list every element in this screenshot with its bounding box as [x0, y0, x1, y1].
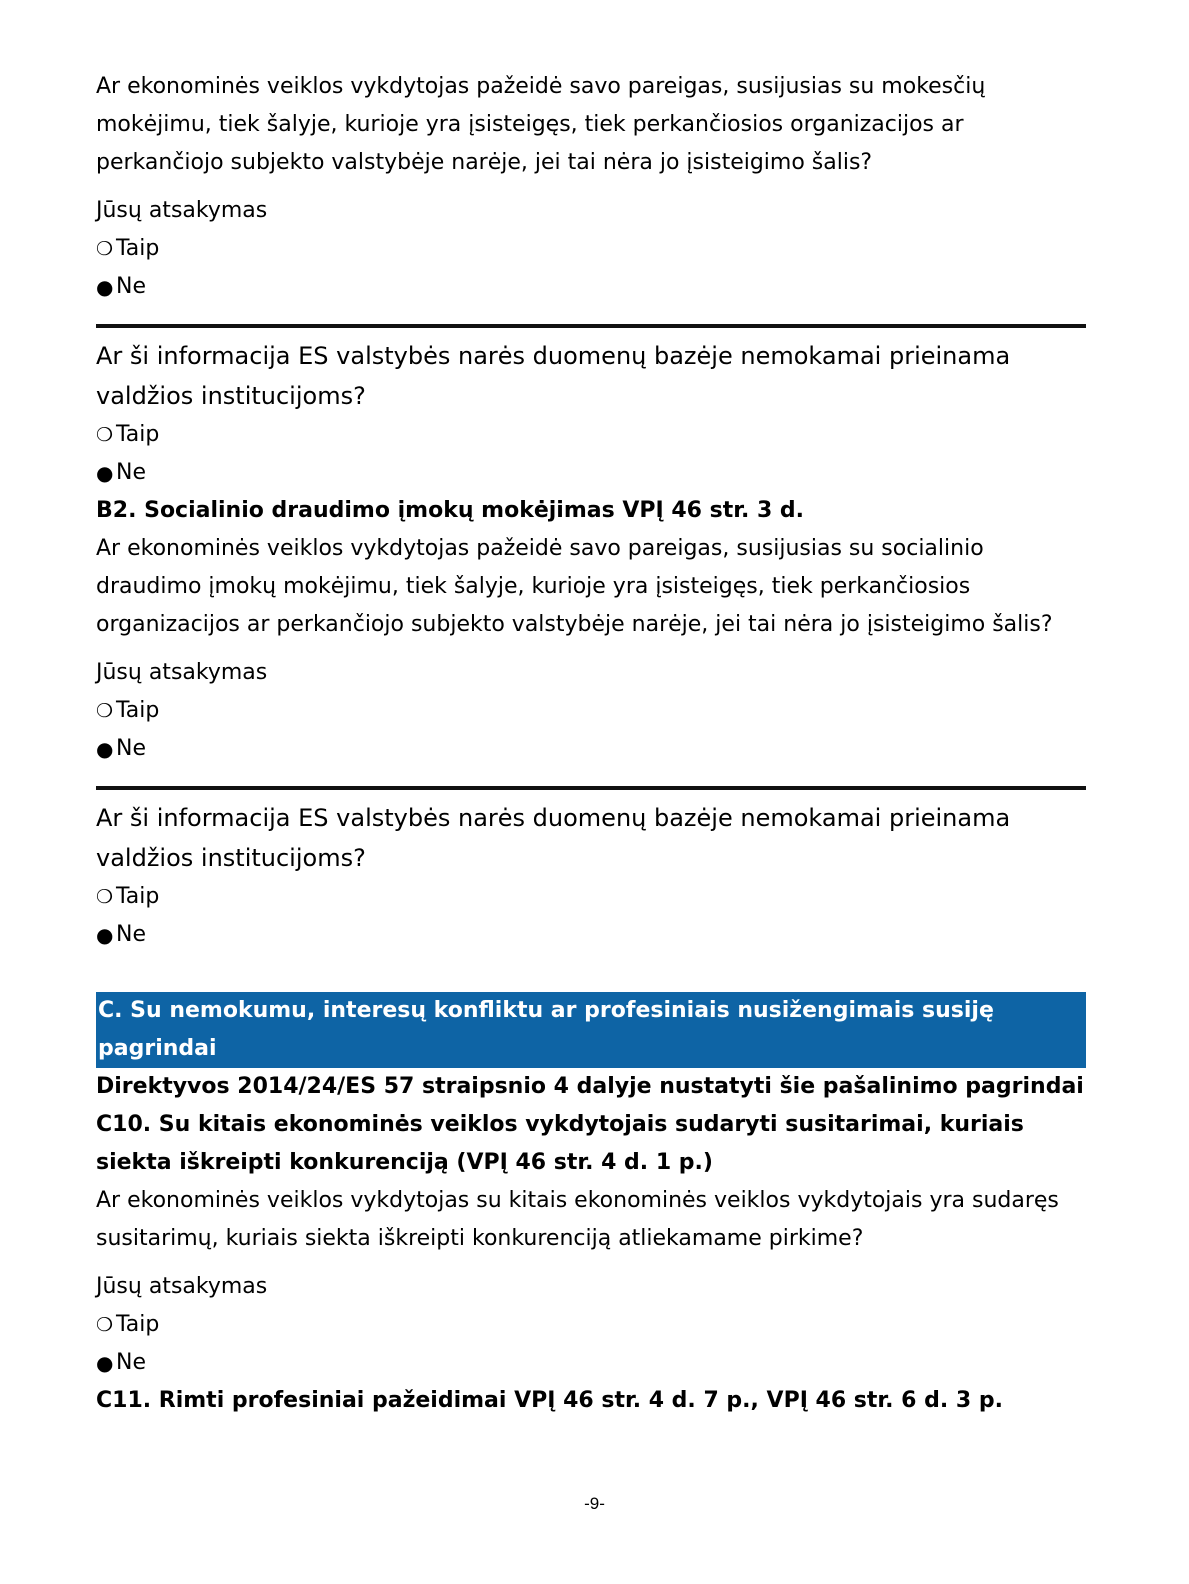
radio-option-yes[interactable] — [96, 692, 1086, 730]
radio-label: Ne — [116, 460, 146, 485]
answer-label: Jūsų atsakymas — [96, 198, 268, 223]
radio-label: Taip — [116, 236, 160, 261]
radio-label: Taip — [116, 422, 160, 447]
database-question: Ar ši informacija ES valstybės narės duomenų bazėje nemokamai prieinama valdžios institucijoms? — [96, 342, 1011, 410]
radio-option-no[interactable] — [96, 730, 1086, 768]
radio-option-yes[interactable] — [96, 1306, 1086, 1344]
page-content — [96, 68, 1086, 1420]
answer-label: Jūsų atsakymas — [96, 1274, 268, 1299]
radio-filled-icon: ● — [96, 737, 114, 761]
radio-filled-icon: ● — [96, 461, 114, 485]
c11-heading: C11. Rimti profesiniai pažeidimai VPĮ 46 str. 4 d. 7 p., VPĮ 46 str. 6 d. 3 p. — [96, 1388, 1003, 1413]
section-divider — [96, 324, 1086, 328]
radio-filled-icon: ● — [96, 923, 114, 947]
radio-label: Taip — [116, 698, 160, 723]
b2-heading: B2. Socialinio draudimo įmokų mokėjimas VPĮ 46 str. 3 d. — [96, 498, 805, 523]
radio-option-no[interactable] — [96, 1344, 1086, 1382]
radio-option-yes[interactable] — [96, 230, 1086, 268]
radio-option-no[interactable] — [96, 454, 1086, 492]
radio-filled-icon: ● — [96, 275, 114, 299]
radio-empty-icon: ❍ — [96, 424, 114, 446]
radio-label: Ne — [116, 736, 146, 761]
radio-filled-icon: ● — [96, 1351, 114, 1375]
competition-question: Ar ekonominės veiklos vykdytojas su kitais ekonominės veiklos vykdytojais yra sudaręs susitarimų, kuriais siekta iškreipti konkurenciją atliekamame pirkime? — [96, 1188, 1059, 1251]
page-number: -9- — [584, 1494, 605, 1513]
radio-empty-icon: ❍ — [96, 1314, 114, 1336]
radio-label: Ne — [116, 274, 146, 299]
c10-heading: C10. Su kitais ekonominės veiklos vykdytojais sudaryti susitarimai, kuriais siekta iškreipti konkurenciją (VPĮ 46 str. 4 d. 1 p.) — [96, 1112, 1024, 1175]
social-insurance-question: Ar ekonominės veiklos vykdytojas pažeidė savo pareigas, susijusias su socialinio draudimo įmokų mokėjimu, tiek šalyje, kurioje yra įsisteigęs, tiek perkančiosios organizacijos ar perkančiojo subjekto valstybėje narėje, jei tai nėra jo įsisteigimo šalis? — [96, 536, 1053, 637]
radio-empty-icon: ❍ — [96, 886, 114, 908]
section-c-band: C. Su nemokumu, interesų konfliktu ar profesiniais nusižengimais susiję pagrindai — [96, 992, 1086, 1068]
radio-empty-icon: ❍ — [96, 700, 114, 722]
database-question: Ar ši informacija ES valstybės narės duomenų bazėje nemokamai prieinama valdžios institucijoms? — [96, 804, 1011, 872]
directive-heading: Direktyvos 2014/24/ES 57 straipsnio 4 dalyje nustatyti šie pašalinimo pagrindai — [96, 1074, 1084, 1099]
radio-empty-icon: ❍ — [96, 238, 114, 260]
radio-label: Ne — [116, 922, 146, 947]
radio-option-no[interactable] — [96, 916, 1086, 954]
section-divider — [96, 786, 1086, 790]
radio-option-yes[interactable] — [96, 878, 1086, 916]
radio-label: Ne — [116, 1350, 146, 1375]
radio-label: Taip — [116, 1312, 160, 1337]
radio-option-yes[interactable] — [96, 416, 1086, 454]
radio-option-no[interactable] — [96, 268, 1086, 306]
answer-label: Jūsų atsakymas — [96, 660, 268, 685]
radio-label: Taip — [116, 884, 160, 909]
tax-question: Ar ekonominės veiklos vykdytojas pažeidė savo pareigas, susijusias su mokesčių mokėjimu, tiek šalyje, kurioje yra įsisteigęs, tiek perkančiosios organizacijos ar perkančiojo subjekto valstybėje narėje, jei tai nėra jo įsisteigimo šalis? — [96, 74, 986, 175]
